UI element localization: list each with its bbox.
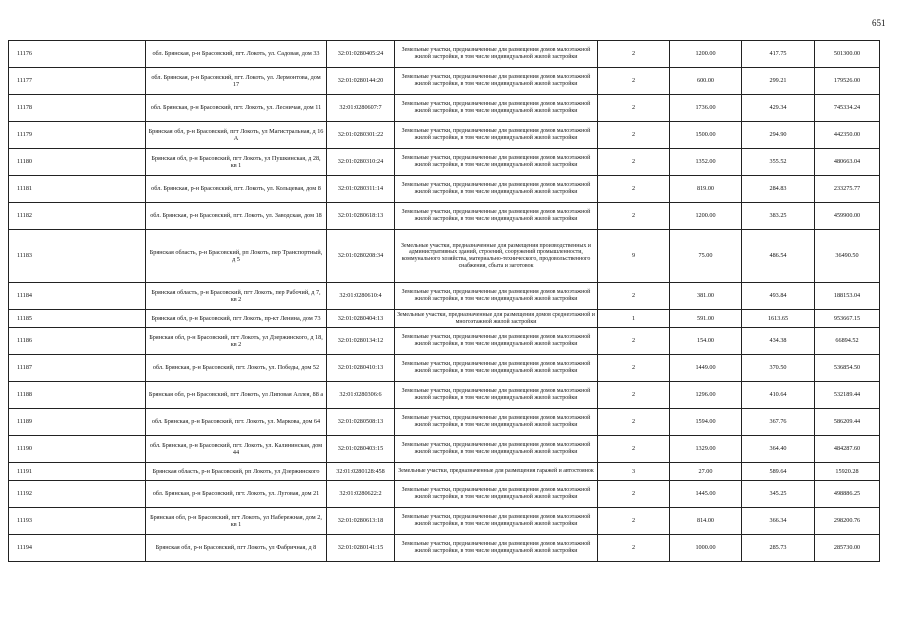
- group-cell: 2: [598, 436, 670, 463]
- land-use-cell: Земельные участки, предназначенные для размещения домов малоэтажной жилой застройки, в том числе индивидуальной жилой застройки: [395, 68, 598, 95]
- table-row: [9, 355, 880, 382]
- table-row: [9, 463, 880, 481]
- specific-value-cell: 1613.65: [742, 310, 815, 328]
- row-number: 11185: [9, 310, 146, 328]
- area-cell: 1296.00: [670, 382, 742, 409]
- row-number: 11181: [9, 176, 146, 203]
- area-cell: 1200.00: [670, 41, 742, 68]
- land-use-cell: Земельные участки, предназначенные для размещения домов малоэтажной жилой застройки, в том числе индивидуальной жилой застройки: [395, 176, 598, 203]
- land-use-cell: Земельные участки, предназначенные для размещения домов малоэтажной жилой застройки, в том числе индивидуальной жилой застройки: [395, 122, 598, 149]
- specific-value-cell: 367.76: [742, 409, 815, 436]
- specific-value-cell: 364.40: [742, 436, 815, 463]
- area-cell: 1500.00: [670, 122, 742, 149]
- cadastral-value-cell: 36490.50: [815, 230, 880, 283]
- row-number: 11177: [9, 68, 146, 95]
- address-cell: Брянская обл, р-н Брасовский, пгт Локоть, ул Липовая Аллея, 88 а: [146, 382, 327, 409]
- land-use-cell: Земельные участки, предназначенные для размещения домов малоэтажной жилой застройки, в том числе индивидуальной жилой застройки: [395, 382, 598, 409]
- table-row: [9, 41, 880, 68]
- address-cell: обл. Брянская, р-н Брасовский, пгт. Локоть, ул. Лесничая, дом 11: [146, 95, 327, 122]
- area-cell: 814.00: [670, 508, 742, 535]
- cadastral-number-cell: 32:01:0280618:13: [327, 203, 395, 230]
- area-cell: 1200.00: [670, 203, 742, 230]
- address-cell: Брянская обл, р-н Брасовский, пгт Локоть, ул Фабричная, д 8: [146, 535, 327, 562]
- group-cell: 2: [598, 41, 670, 68]
- land-use-cell: Земельные участки, предназначенные для размещения домов малоэтажной жилой застройки, в том числе индивидуальной жилой застройки: [395, 535, 598, 562]
- address-cell: Брянская обл, р-н Брасовский, пгт Локоть, ул Набережная, дом 2, кв 1: [146, 508, 327, 535]
- cadastral-value-cell: 536854.50: [815, 355, 880, 382]
- cadastral-value-cell: 188153.04: [815, 283, 880, 310]
- table-row: [9, 535, 880, 562]
- cadastral-number-cell: 32:01:0280144:20: [327, 68, 395, 95]
- group-cell: 2: [598, 355, 670, 382]
- address-cell: Брянская область, р-н Брасовский, пгт Локоть, пер Рабочий, д 7, кв 2: [146, 283, 327, 310]
- specific-value-cell: 410.64: [742, 382, 815, 409]
- specific-value-cell: 299.21: [742, 68, 815, 95]
- row-number: 11192: [9, 481, 146, 508]
- area-cell: 1594.00: [670, 409, 742, 436]
- cadastral-value-cell: 484287.60: [815, 436, 880, 463]
- row-number: 11179: [9, 122, 146, 149]
- land-use-cell: Земельные участки, предназначенные для размещения домов малоэтажной жилой застройки, в том числе индивидуальной жилой застройки: [395, 481, 598, 508]
- address-cell: Брянская обл, р-н Брасовский, пгт Локоть, пр-кт Ленина, дом 73: [146, 310, 327, 328]
- cadastral-value-cell: 233275.77: [815, 176, 880, 203]
- table-row: [9, 68, 880, 95]
- area-cell: 591.00: [670, 310, 742, 328]
- row-number: 11187: [9, 355, 146, 382]
- land-use-cell: Земельные участки, предназначенные для размещения домов малоэтажной жилой застройки, в том числе индивидуальной жилой застройки: [395, 328, 598, 355]
- table-row: [9, 203, 880, 230]
- table-row: [9, 283, 880, 310]
- specific-value-cell: 493.84: [742, 283, 815, 310]
- table-row: [9, 409, 880, 436]
- cadastral-value-cell: 66894.52: [815, 328, 880, 355]
- specific-value-cell: 434.38: [742, 328, 815, 355]
- specific-value-cell: 370.50: [742, 355, 815, 382]
- address-cell: обл. Брянская, р-н Брасовский, пгт. Локоть, ул. Лермонтова, дом 17: [146, 68, 327, 95]
- address-cell: Брянская обл, р-н Брасовский, пгт Локоть, ул Магистральная, д 16 А: [146, 122, 327, 149]
- specific-value-cell: 284.83: [742, 176, 815, 203]
- row-number: 11184: [9, 283, 146, 310]
- group-cell: 2: [598, 149, 670, 176]
- table-body: [9, 41, 880, 562]
- group-cell: 2: [598, 481, 670, 508]
- land-use-cell: Земельные участки, предназначенные для размещения гаражей и автостоянок: [395, 463, 598, 481]
- cadastral-value-cell: 501300.00: [815, 41, 880, 68]
- specific-value-cell: 345.25: [742, 481, 815, 508]
- cadastral-value-cell: 953667.15: [815, 310, 880, 328]
- cadastral-number-cell: 32:01:0280610:4: [327, 283, 395, 310]
- land-use-cell: Земельные участки, предназначенные для размещения домов малоэтажной жилой застройки, в том числе индивидуальной жилой застройки: [395, 149, 598, 176]
- cadastral-value-cell: 480663.04: [815, 149, 880, 176]
- group-cell: 2: [598, 535, 670, 562]
- group-cell: 2: [598, 283, 670, 310]
- address-cell: обл. Брянская, р-н Брасовский, пгт. Локоть, ул. Садовая, дом 33: [146, 41, 327, 68]
- group-cell: 2: [598, 95, 670, 122]
- table-row: [9, 230, 880, 283]
- land-use-cell: Земельные участки, предназначенные для размещения домов среднеэтажной и многоэтажной жилой застройки: [395, 310, 598, 328]
- group-cell: 1: [598, 310, 670, 328]
- specific-value-cell: 486.54: [742, 230, 815, 283]
- cadastral-number-cell: 32:01:0280622:2: [327, 481, 395, 508]
- cadastral-value-cell: 532189.44: [815, 382, 880, 409]
- address-cell: Брянская обл, р-н Брасовский, пгт Локоть, ул Пушкинская, д 28, кв 1: [146, 149, 327, 176]
- land-use-cell: Земельные участки, предназначенные для размещения домов малоэтажной жилой застройки, в том числе индивидуальной жилой застройки: [395, 409, 598, 436]
- cadastral-number-cell: 32:01:0280508:13: [327, 409, 395, 436]
- area-cell: 1449.00: [670, 355, 742, 382]
- group-cell: 2: [598, 382, 670, 409]
- cadastral-value-cell: 179526.00: [815, 68, 880, 95]
- table-row: [9, 310, 880, 328]
- group-cell: 3: [598, 463, 670, 481]
- address-cell: обл. Брянская, р-н Брасовский, пгт. Локоть, ул. Маркова, дом 64: [146, 409, 327, 436]
- row-number: 11180: [9, 149, 146, 176]
- row-number: 11193: [9, 508, 146, 535]
- address-cell: обл. Брянская, р-н Брасовский, пгт. Локоть, ул. Заводская, дом 18: [146, 203, 327, 230]
- cadastral-value-table: [8, 40, 880, 562]
- cadastral-number-cell: 32:01:0280607:7: [327, 95, 395, 122]
- group-cell: 2: [598, 328, 670, 355]
- land-use-cell: Земельные участки, предназначенные для размещения домов малоэтажной жилой застройки, в том числе индивидуальной жилой застройки: [395, 508, 598, 535]
- area-cell: 1736.00: [670, 95, 742, 122]
- table-row: [9, 382, 880, 409]
- cadastral-number-cell: 32:01:0280128:458: [327, 463, 395, 481]
- table-row: [9, 122, 880, 149]
- row-number: 11190: [9, 436, 146, 463]
- area-cell: 600.00: [670, 68, 742, 95]
- specific-value-cell: 355.52: [742, 149, 815, 176]
- cadastral-number-cell: 32:01:0280404:13: [327, 310, 395, 328]
- address-cell: обл. Брянская, р-н Брасовский, пгт. Локоть, ул. Победы, дом 52: [146, 355, 327, 382]
- land-use-cell: Земельные участки, предназначенные для размещения домов малоэтажной жилой застройки, в том числе индивидуальной жилой застройки: [395, 41, 598, 68]
- area-cell: 1352.00: [670, 149, 742, 176]
- cadastral-value-cell: 285730.00: [815, 535, 880, 562]
- address-cell: обл. Брянская, р-н Брасовский, пгт. Локоть, ул. Калининская, дом 44: [146, 436, 327, 463]
- area-cell: 1329.00: [670, 436, 742, 463]
- cadastral-number-cell: 32:01:0280310:24: [327, 149, 395, 176]
- page-number: 651: [872, 18, 886, 28]
- address-cell: обл. Брянская, р-н Брасовский, пгт. Локоть, ул. Луговая, дом 21: [146, 481, 327, 508]
- cadastral-value-cell: 15920.28: [815, 463, 880, 481]
- group-cell: 2: [598, 409, 670, 436]
- group-cell: 2: [598, 508, 670, 535]
- address-cell: Брянская обл, р-н Брасовский, пгт Локоть, ул Дзержинского, д 18, кв 2: [146, 328, 327, 355]
- area-cell: 1000.00: [670, 535, 742, 562]
- cadastral-value-cell: 745334.24: [815, 95, 880, 122]
- cadastral-number-cell: 32:01:0280306:6: [327, 382, 395, 409]
- cadastral-value-cell: 442350.00: [815, 122, 880, 149]
- cadastral-value-cell: 498886.25: [815, 481, 880, 508]
- group-cell: 2: [598, 203, 670, 230]
- specific-value-cell: 383.25: [742, 203, 815, 230]
- area-cell: 154.00: [670, 328, 742, 355]
- area-cell: 381.00: [670, 283, 742, 310]
- cadastral-number-cell: 32:01:0280301:22: [327, 122, 395, 149]
- specific-value-cell: 285.73: [742, 535, 815, 562]
- table-row: [9, 481, 880, 508]
- cadastral-number-cell: 32:01:0280613:18: [327, 508, 395, 535]
- cadastral-number-cell: 32:01:0280208:34: [327, 230, 395, 283]
- area-cell: 27.00: [670, 463, 742, 481]
- row-number: 11182: [9, 203, 146, 230]
- address-cell: Брянская область, р-н Брасовский, рп Локоть, ул Дзержинского: [146, 463, 327, 481]
- group-cell: 2: [598, 176, 670, 203]
- row-number: 11178: [9, 95, 146, 122]
- group-cell: 2: [598, 68, 670, 95]
- row-number: 11186: [9, 328, 146, 355]
- land-use-cell: Земельные участки, предназначенные для размещения производственных и административных зданий, строений, сооружений промышленности, коммунального хозяйства, материально-технического, продовольственного снабжения, сбыта и заготовок: [395, 230, 598, 283]
- row-number: 11188: [9, 382, 146, 409]
- address-cell: Брянская область, р-н Брасовский, рп Локоть, пер Транспортный, д 5: [146, 230, 327, 283]
- cadastral-value-cell: 298200.76: [815, 508, 880, 535]
- cadastral-number-cell: 32:01:0280134:12: [327, 328, 395, 355]
- cadastral-number-cell: 32:01:0280403:15: [327, 436, 395, 463]
- area-cell: 75.00: [670, 230, 742, 283]
- specific-value-cell: 366.34: [742, 508, 815, 535]
- cadastral-number-cell: 32:01:0280405:24: [327, 41, 395, 68]
- cadastral-number-cell: 32:01:0280410:13: [327, 355, 395, 382]
- table-row: [9, 436, 880, 463]
- specific-value-cell: 589.64: [742, 463, 815, 481]
- address-cell: обл. Брянская, р-н Брасовский, пгт. Локоть, ул. Кольцевая, дом 8: [146, 176, 327, 203]
- land-use-cell: Земельные участки, предназначенные для размещения домов малоэтажной жилой застройки, в том числе индивидуальной жилой застройки: [395, 203, 598, 230]
- cadastral-number-cell: 32:01:0280141:15: [327, 535, 395, 562]
- land-use-cell: Земельные участки, предназначенные для размещения домов малоэтажной жилой застройки, в том числе индивидуальной жилой застройки: [395, 436, 598, 463]
- table-row: [9, 508, 880, 535]
- row-number: 11176: [9, 41, 146, 68]
- cadastral-number-cell: 32:01:0280311:14: [327, 176, 395, 203]
- table-row: [9, 328, 880, 355]
- land-use-cell: Земельные участки, предназначенные для размещения домов малоэтажной жилой застройки, в том числе индивидуальной жилой застройки: [395, 355, 598, 382]
- row-number: 11189: [9, 409, 146, 436]
- row-number: 11194: [9, 535, 146, 562]
- table-row: [9, 149, 880, 176]
- specific-value-cell: 294.90: [742, 122, 815, 149]
- row-number: 11191: [9, 463, 146, 481]
- cadastral-value-cell: 459900.00: [815, 203, 880, 230]
- table-row: [9, 95, 880, 122]
- area-cell: 1445.00: [670, 481, 742, 508]
- area-cell: 819.00: [670, 176, 742, 203]
- group-cell: 2: [598, 122, 670, 149]
- specific-value-cell: 429.34: [742, 95, 815, 122]
- specific-value-cell: 417.75: [742, 41, 815, 68]
- row-number: 11183: [9, 230, 146, 283]
- group-cell: 9: [598, 230, 670, 283]
- cadastral-value-cell: 586209.44: [815, 409, 880, 436]
- table-row: [9, 176, 880, 203]
- land-use-cell: Земельные участки, предназначенные для размещения домов малоэтажной жилой застройки, в том числе индивидуальной жилой застройки: [395, 283, 598, 310]
- land-use-cell: Земельные участки, предназначенные для размещения домов малоэтажной жилой застройки, в том числе индивидуальной жилой застройки: [395, 95, 598, 122]
